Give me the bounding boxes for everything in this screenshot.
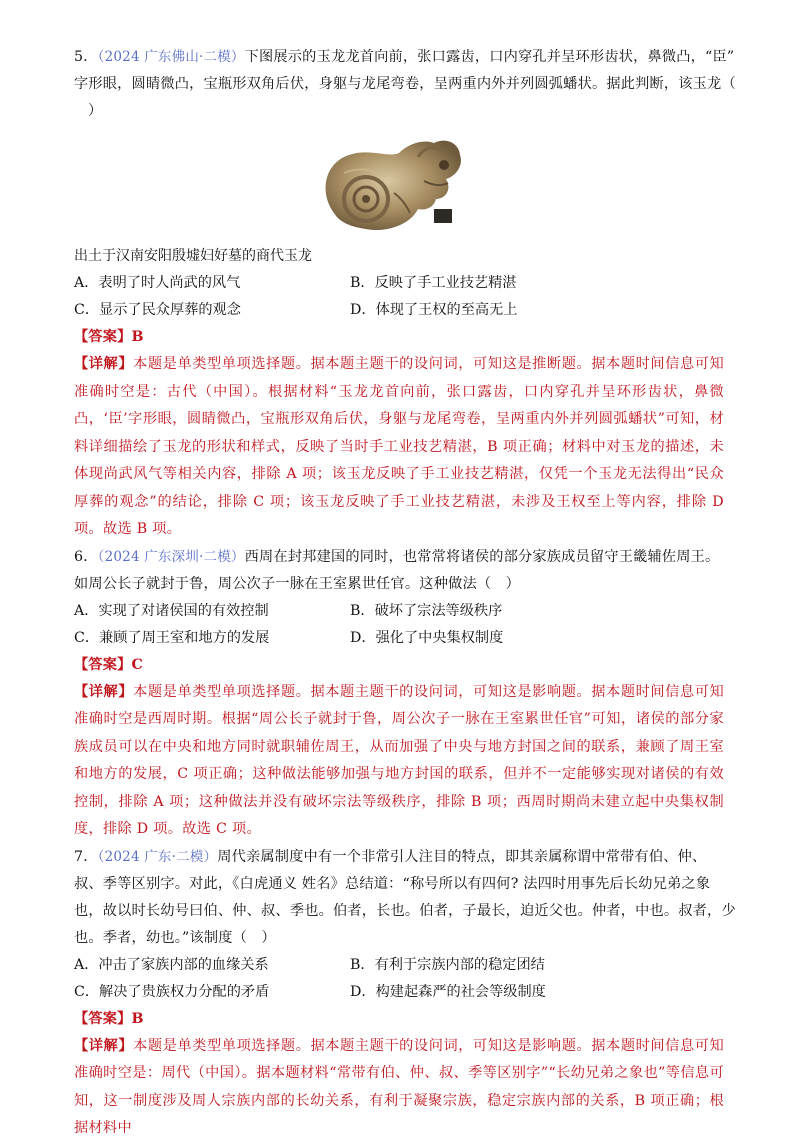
option-c[interactable]: C．显示了民众厚葬的观念: [74, 302, 241, 318]
question-source: （2024 广东·二模）: [97, 848, 218, 865]
question-stem: 5．（2024 广东佛山·二模）下图展示的玉龙龙首向前，张口露齿，口内穿孔并呈环形齿状，鼻微凸，“臣”: [74, 49, 735, 65]
option-b[interactable]: B．反映了手工业技艺精湛: [350, 275, 517, 291]
option-a[interactable]: A．冲击了家族内部的血缘关系: [74, 956, 269, 973]
jade-dragon-image: [314, 133, 470, 237]
options: [74, 952, 724, 1006]
question-source: （2024 广东佛山·二模）: [97, 49, 245, 65]
options: [74, 598, 724, 652]
question-stem: 7．（2024 广东·二模）周代亲属制度中有一个非常引人注目的特点，即其亲属称谓中常带有伯、仲、: [74, 848, 707, 865]
question-5: 5．（2024 广东佛山·二模）下图展示的玉龙龙首向前，张口露齿，口内穿孔并呈环形齿状，鼻微凸，“臣” 字形眼，圆睛微凸，宝瓶形双角后伏，身躯与龙尾弯卷，呈两重内外并列圆弧蟠状。据此判断，该玉龙（ ） 出土于汉南安阳殷墟妇好墓的商代玉龙 A．表明了时人尚武的风气 B．反映了手工业技艺精湛 C．显示了民众厚葬的观念 D．体现了王权的至高无上 【答案】B 【详解】本题是单类型单项选择题。据本题主题干的设问词，可知这是推断题。据本题时间信息可知准确时空是：古代（中国）。根据材料“玉龙龙首向前，张口露齿，口内穿孔并呈环形齿状，鼻微凸，‘臣’字形眼，圆睛微凸，宝瓶形双角后伏，身躯与龙尾弯卷，呈两重内外并列圆弧蟠状”可知，材料详细描绘了玉龙的形状和样式，反映了当时手工业技艺精湛，B 项正确；材料中对玉龙的描述，未体现尚武风气等相关内容，排除 A 项；该玉龙反映了手工业技艺精湛，仅凭一个玉龙无法得出“民众厚葬的观念”的结论，排除 C 项；该玉龙反映了手工业技艺精湛，未涉及王权至上等内容，排除 D 项。故选 B 项。: [74, 44, 724, 544]
option-b[interactable]: B．有利于宗族内部的稳定团结: [350, 956, 545, 973]
answer: 【答案】C: [74, 656, 144, 673]
option-c[interactable]: C．解决了贵族权力分配的矛盾: [74, 983, 270, 1000]
answer: 【答案】B: [74, 1010, 144, 1027]
option-d[interactable]: D．强化了中央集权制度: [350, 629, 504, 646]
question-6: 6．（2024 广东深圳·二模）西周在封邦建国的同时，也常常将诸侯的部分家族成员留守王畿辅佐周王。 如周公长子就封于鲁，周公次子一脉在王室累世任官。这种做法（ ） A．实现了对诸侯国的有效控制 B．破坏了宗法等级秩序 C．兼顾了周王室和地方的发展 D．强化了中央集权制度 【答案】C 【详解】本题是单类型单项选择题。据本题主题干的设问词，可知这是影响题。据本题时间信息可知准确时空是西周时期。根据“周公长子就封于鲁，周公次子一脉在王室累世任官”可知，诸侯的部分家族成员可以在中央和地方同时就职辅佐周王，从而加强了中央与地方封国之间的联系，兼顾了周王室和地方的发展，C 项正确；这种做法能够加强与地方封国的联系，但并不一定能够实现对诸侯的有效控制，排除 A 项；这种做法并没有破坏宗法等级秩序，排除 B 项；西周时期尚未建立起中央集权制度，排除 D 项。故选 C 项。: [74, 544, 724, 844]
option-b[interactable]: B．破坏了宗法等级秩序: [350, 602, 503, 619]
option-d[interactable]: D．构建起森严的社会等级制度: [350, 983, 546, 1000]
option-d[interactable]: D．体现了王权的至高无上: [350, 302, 518, 318]
question-number: 6．: [74, 548, 98, 565]
question-stem: 6．（2024 广东深圳·二模）西周在封邦建国的同时，也常常将诸侯的部分家族成员留守王畿辅佐周王。: [74, 548, 720, 565]
explanation: 【详解】本题是单类型单项选择题。据本题主题干的设问词，可知这是影响题。据本题时间信息可知准确时空是西周时期。根据“周公长子就封于鲁，周公次子一脉在王室累世任官”可知，诸侯的部分家族成员可以在中央和地方同时就职辅佐周王，从而加强了中央与地方封国之间的联系，兼顾了周王室和地方的发展，C 项正确；这种做法能够加强与地方封国的联系，但并不一定能够实现对诸侯的有效控制，排除 A 项；这种做法并没有破坏宗法等级秩序，排除 B 项；西周时期尚未建立起中央集权制度，排除 D 项。故选 C 项。: [74, 683, 724, 837]
explanation: 【详解】本题是单类型单项选择题。据本题主题干的设问词，可知这是影响题。据本题时间信息可知准确时空是：周代（中国）。据本题材料“常带有伯、仲、叔、季等区别字”“长幼兄弟之象也”等信息可知，这一制度涉及周人宗族内部的长幼关系，有利于凝聚宗族，稳定宗族内部的关系，B 项正确；根据材料中: [74, 1037, 724, 1136]
option-a[interactable]: A．实现了对诸侯国的有效控制: [74, 602, 269, 619]
options: [74, 270, 724, 324]
question-7: 7．（2024 广东·二模）周代亲属制度中有一个非常引人注目的特点，即其亲属称谓中常带有伯、仲、 叔、季等区别字。对此，《白虎通义 姓名》总结道：“称号所以有四何? 法四时用事先后长幼兄弟之象 也，故以时长幼号曰伯、仲、叔、季也。伯者，长也。伯者，子最长，迫近父也。仲者，中也。叔者，少 也。季者，幼也。”该制度（ ） A．冲击了家族内部的血缘关系 B．有利于宗族内部的稳定团结 C．解决了贵族权力分配的矛盾 D．构建起森严的社会等级制度 【答案】B 【详解】本题是单类型单项选择题。据本题主题干的设问词，可知这是影响题。据本题时间信息可知准确时空是：周代（中国）。据本题材料“常带有伯、仲、叔、季等区别字”“长幼兄弟之象也”等信息可知，这一制度涉及周人宗族内部的长幼关系，有利于凝聚宗族，稳定宗族内部的关系，B 项正确；根据材料中: [74, 844, 724, 1143]
question-number: 5．: [74, 49, 98, 65]
image-caption: 出土于汉南安阳殷墟妇好墓的商代玉龙: [74, 248, 312, 264]
option-c[interactable]: C．兼顾了周王室和地方的发展: [74, 629, 270, 646]
document-page: [74, 44, 736, 1143]
answer: 【答案】B: [74, 329, 144, 345]
option-a[interactable]: A．表明了时人尚武的风气: [74, 275, 241, 291]
explanation: 【详解】本题是单类型单项选择题。据本题主题干的设问词，可知这是推断题。据本题时间信息可知准确时空是：古代（中国）。根据材料“玉龙龙首向前，张口露齿，口内穿孔并呈环形齿状，鼻微凸，‘臣’字形眼，圆睛微凸，宝瓶形双角后伏，身躯与龙尾弯卷，呈两重内外并列圆弧蟠状”可知，材料详细描绘了玉龙的形状和样式，反映了当时手工业技艺精湛，B 项正确；材料中对玉龙的描述，未体现尚武风气等相关内容，排除 A 项；该玉龙反映了手工业技艺精湛，仅凭一个玉龙无法得出“民众厚葬的观念”的结论，排除 C 项；该玉龙反映了手工业技艺精湛，未涉及王权至上等内容，排除 D 项。故选 B 项。: [74, 356, 724, 537]
question-source: （2024 广东深圳·二模）: [97, 548, 245, 565]
question-number: 7．: [74, 848, 98, 865]
